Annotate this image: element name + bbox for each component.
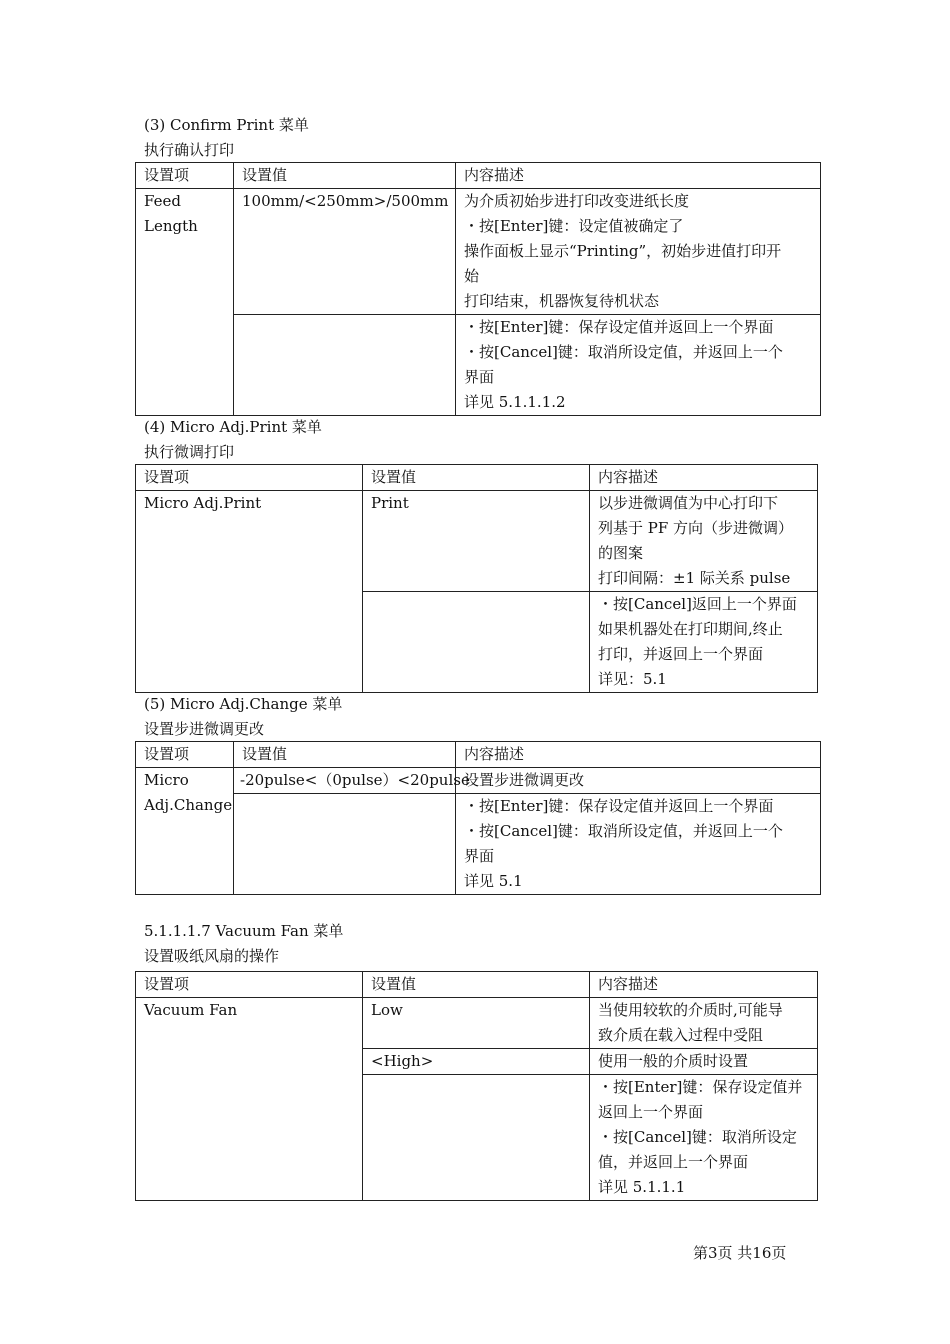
desc-cell <box>590 1049 818 1075</box>
header-value: 设置值 <box>234 163 456 189</box>
table-row <box>136 794 821 895</box>
header-item: 设置项 <box>136 465 363 491</box>
value-cell: Low <box>363 998 590 1049</box>
desc-line: ・按[Enter]键：保存设定值并 <box>598 1078 803 1096</box>
desc-line: 致介质在载入过程中受阻 <box>598 1026 764 1044</box>
desc-line: 打印结束，机器恢复待机状态 <box>464 292 660 310</box>
table-row <box>136 315 821 416</box>
item-line: Micro <box>144 771 189 789</box>
item-cell <box>136 189 234 416</box>
desc-cell <box>590 592 818 693</box>
desc-line: ・按[Cancel]键：取消所设定值，并返回上一个 <box>464 822 783 840</box>
desc-line: 值，并返回上一个界面 <box>598 1153 749 1171</box>
header-desc: 内容描述 <box>590 465 818 491</box>
header-value: 设置值 <box>363 972 590 998</box>
value-cell-empty <box>234 315 456 416</box>
desc-line: 详见：5.1 <box>598 670 667 688</box>
item-line: Adj.Change <box>144 796 233 814</box>
table-header-row <box>136 742 821 768</box>
value-cell-empty <box>363 592 590 693</box>
desc-line: 为介质初始步进打印改变进纸长度 <box>464 192 690 210</box>
table-row <box>136 768 821 794</box>
value-cell: -20pulse<（0pulse）<20pulse <box>234 768 456 794</box>
desc-line: 打印，并返回上一个界面 <box>598 645 764 663</box>
desc-line: ・按[Cancel]返回上一个界面 <box>598 595 797 613</box>
desc-line: 返回上一个界面 <box>598 1103 704 1121</box>
desc-cell: 设置步进微调更改 <box>456 768 821 794</box>
value-cell: Print <box>363 491 590 592</box>
value-cell: <High> <box>363 1049 590 1075</box>
desc-cell <box>590 1075 818 1201</box>
desc-line: ・按[Cancel]键：取消所设定值，并返回上一个 <box>464 343 783 361</box>
item-line: Length <box>144 217 198 235</box>
desc-line: 界面 <box>464 847 495 865</box>
header-desc: 内容描述 <box>590 972 818 998</box>
header-item: 设置项 <box>136 163 234 189</box>
section5-title: (5) Micro Adj.Change 菜单 <box>144 695 343 713</box>
item-line: Feed <box>144 192 181 210</box>
desc-line: 详见 5.1.1.1.2 <box>464 393 566 411</box>
vacuum-fan-table <box>135 971 818 1201</box>
table-row <box>136 491 818 592</box>
desc-line: 操作面板上显示“Printing”，初始步进值打印开 <box>464 242 782 260</box>
micro-adj-print-table <box>135 464 818 693</box>
header-desc: 内容描述 <box>456 742 821 768</box>
desc-line: ・按[Enter]键：保存设定值并返回上一个界面 <box>464 797 774 815</box>
header-item: 设置项 <box>136 742 234 768</box>
page-footer: 第3页 共16页 <box>693 1244 787 1262</box>
table-row <box>136 998 818 1049</box>
desc-line: 当使用较软的介质时,可能导 <box>598 1001 783 1019</box>
desc-line: 使用一般的介质时设置 <box>598 1052 749 1070</box>
desc-cell <box>590 491 818 592</box>
desc-line: 的图案 <box>598 544 644 562</box>
table-header-row <box>136 972 818 998</box>
desc-line: ・按[Cancel]键：取消所设定 <box>598 1128 797 1146</box>
header-desc: 内容描述 <box>456 163 821 189</box>
section4-subtitle: 执行微调打印 <box>144 443 235 461</box>
confirm-print-table <box>135 162 821 416</box>
item-cell: Vacuum Fan <box>136 998 363 1201</box>
desc-cell <box>456 189 821 315</box>
section5-subtitle: 设置步进微调更改 <box>144 720 265 738</box>
desc-line: ・按[Enter]键：保存设定值并返回上一个界面 <box>464 318 774 336</box>
desc-line: 如果机器处在打印期间,终止 <box>598 620 783 638</box>
table-row <box>136 189 821 315</box>
section3-title: (3) Confirm Print 菜单 <box>144 116 309 134</box>
desc-line: 以步进微调值为中心打印下 <box>598 494 779 512</box>
micro-adj-change-table <box>135 741 821 895</box>
desc-line: 详见 5.1 <box>464 872 523 890</box>
header-value: 设置值 <box>234 742 456 768</box>
desc-cell <box>590 998 818 1049</box>
desc-cell <box>456 794 821 895</box>
value-cell-empty <box>363 1075 590 1201</box>
table-header-row <box>136 465 818 491</box>
desc-line: 打印间隔：±1 际关系 pulse <box>598 569 791 587</box>
section3-subtitle: 执行确认打印 <box>144 141 235 159</box>
item-cell: Micro Adj.Print <box>136 491 363 693</box>
header-value: 设置值 <box>363 465 590 491</box>
section7-title: 5.1.1.1.7 Vacuum Fan 菜单 <box>144 922 344 940</box>
desc-line: ・按[Enter]键：设定值被确定了 <box>464 217 684 235</box>
desc-line: 始 <box>464 267 480 285</box>
section7-subtitle: 设置吸纸风扇的操作 <box>144 947 280 965</box>
item-cell <box>136 768 234 895</box>
value-cell: 100mm/<250mm>/500mm <box>234 189 456 315</box>
desc-line: 界面 <box>464 368 495 386</box>
header-item: 设置项 <box>136 972 363 998</box>
desc-line: 列基于 PF 方向（步进微调） <box>598 519 794 537</box>
desc-cell <box>456 315 821 416</box>
table-header-row <box>136 163 821 189</box>
section4-title: (4) Micro Adj.Print 菜单 <box>144 418 322 436</box>
desc-line: 详见 5.1.1.1 <box>598 1178 686 1196</box>
value-cell-empty <box>234 794 456 895</box>
